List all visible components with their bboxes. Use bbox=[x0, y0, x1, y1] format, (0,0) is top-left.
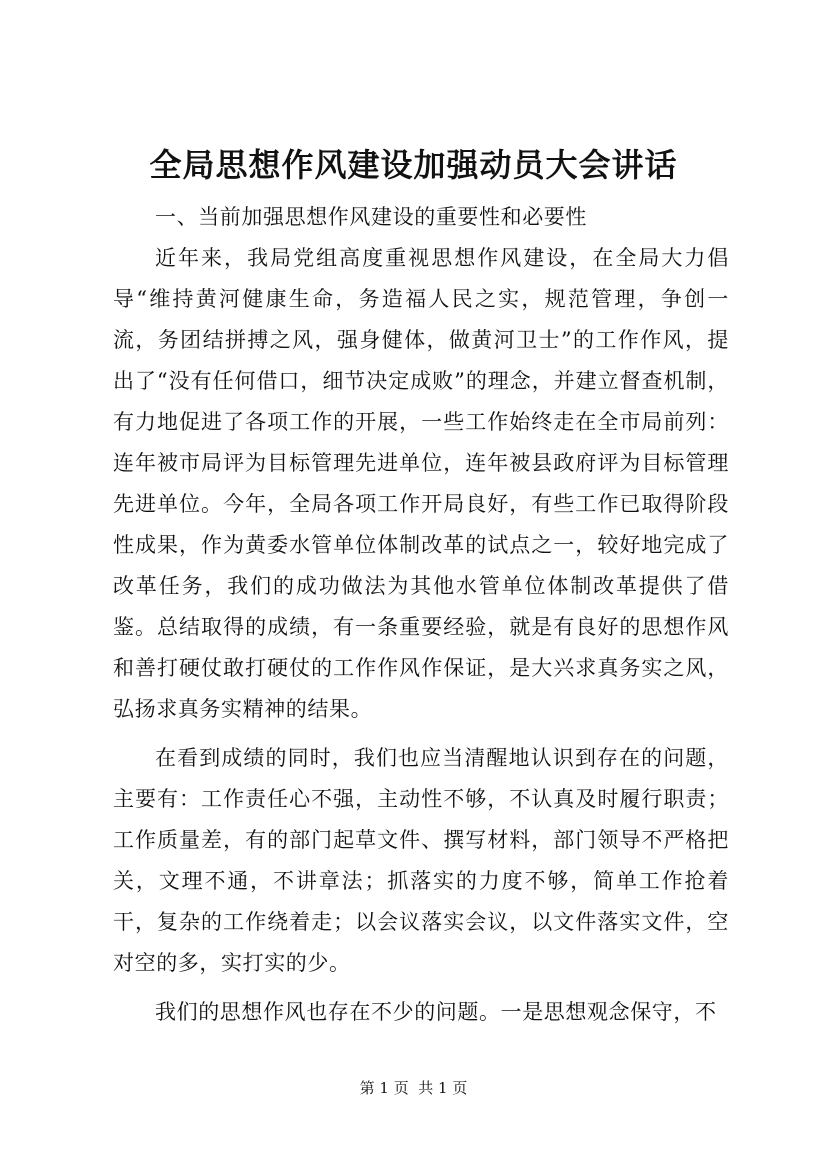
section-heading: 一、当前加强思想作风建设的重要性和必要性 bbox=[155, 205, 587, 229]
page-number-label: 第 1 页 共 1 页 bbox=[359, 1079, 468, 1097]
document-title: 全局思想作风建设加强动员大会讲话 bbox=[149, 146, 678, 184]
paragraph-1: 近年来，我局党组高度重视思想作风建设，在全局大力倡导“维持黄河健康生命，务造福人民之实，规范管理，争创一流，务团结拼搏之风，强身健体，做黄河卫士”的工作作风，提出了“没有任何借口，细节决定成败”的理念，并建立督查机制，有力地促进了各项工作的开展，一些工作始终走在全市局前列：连年被市局评为目标管理先进单位，连年被县政府评为目标管理先进单位。今年，全局各项工作开局良好，有些工作已取得阶段性成果，作为黄委水管单位体制改革的试点之一，较好地完成了改革任务，我们的成功做法为其他水管单位体制改革提供了借鉴。总结取得的成绩，有一条重要经验，就是有良好的思想作风和善打硬仗敢打硬仗的工作作风作保证，是大兴求真务实之风，弘扬求真务实精神的结果。 bbox=[113, 246, 729, 721]
document-body bbox=[113, 197, 729, 1041]
paragraph-2: 在看到成绩的同时，我们也应当清醒地认识到存在的问题，主要有：工作责任心不强，主动性不够，不认真及时履行职责；工作质量差，有的部门起草文件、撰写材料，部门领导不严格把关，文理不通，不讲章法；抓落实的力度不够，简单工作抢着干，复杂的工作绕着走；以会议落实会议，以文件落实文件，空对空的多，实打实的少。 bbox=[113, 746, 729, 975]
paragraph-3: 我们的思想作风也存在不少的问题。一是思想观念保守，不 bbox=[155, 1000, 717, 1024]
page-footer bbox=[0, 1078, 827, 1098]
